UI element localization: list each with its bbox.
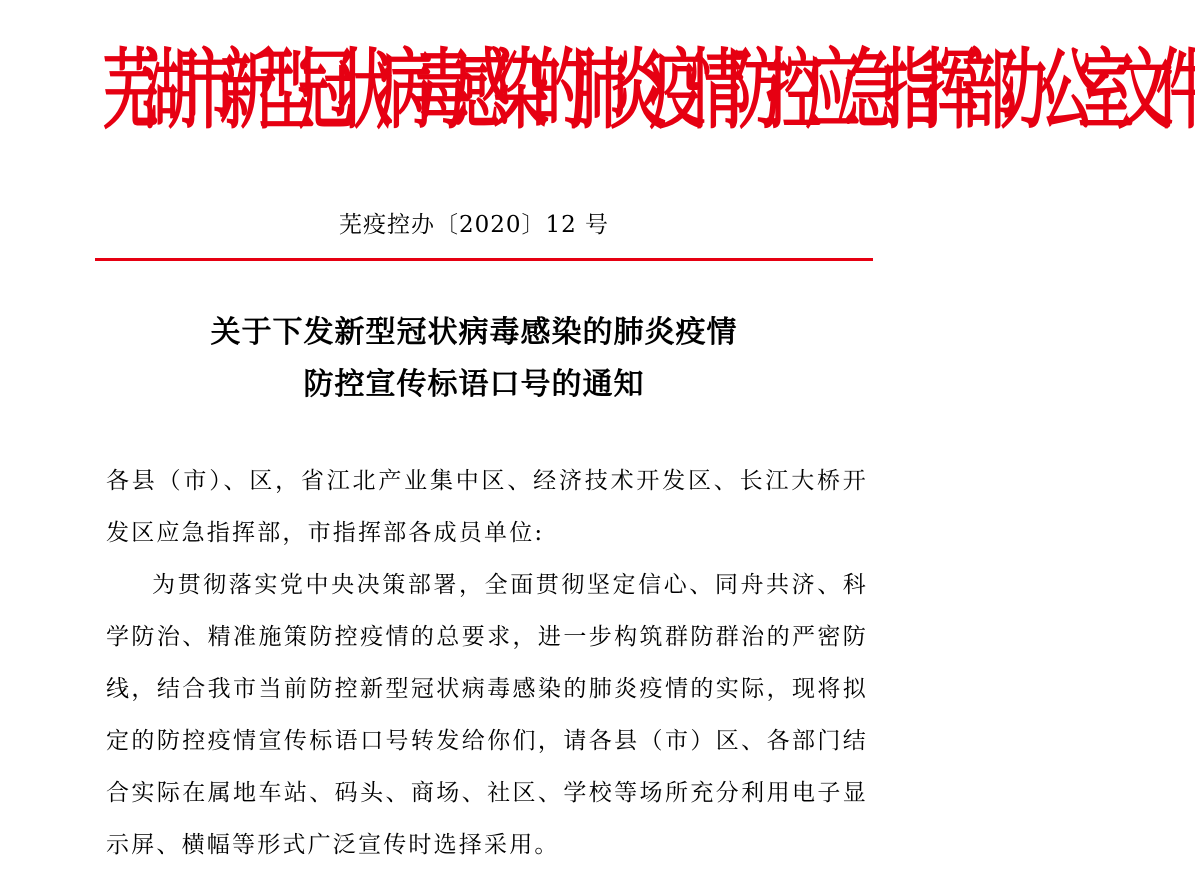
document-body [106, 455, 868, 871]
body-paragraph: 为贯彻落实党中央决策部署，全面贯彻坚定信心、同舟共济、科学防治、精准施策防控疫情的总要求，进一步构筑群防群治的严密防线，结合我市当前防控新型冠状病毒感染的肺炎疫情的实际，现将拟定的防控疫情宣传标语口号转发给你们，请各县（市）区、各部门结合实际在属地车站、码头、商场、社区、学校等场所充分利用电子显示屏、横幅等形式广泛宣传时选择采用。 [106, 572, 868, 858]
document-title [0, 307, 948, 411]
red-divider-line [95, 258, 873, 261]
title-line-2: 防控宣传标语口号的通知 [303, 367, 645, 402]
title-line-1: 关于下发新型冠状病毒感染的肺炎疫情 [210, 315, 738, 350]
letterhead-title: 芜湖市新型冠状病毒感染的肺炎疫情防控应急指挥部办公室文件 [103, 40, 1195, 142]
document-number: 芜疫控办〔2020〕12 号 [338, 212, 610, 238]
addressee-paragraph: 各县（市）、区，省江北产业集中区、经济技术开发区、长江大桥开发区应急指挥部，市指挥部各成员单位: [106, 468, 868, 546]
